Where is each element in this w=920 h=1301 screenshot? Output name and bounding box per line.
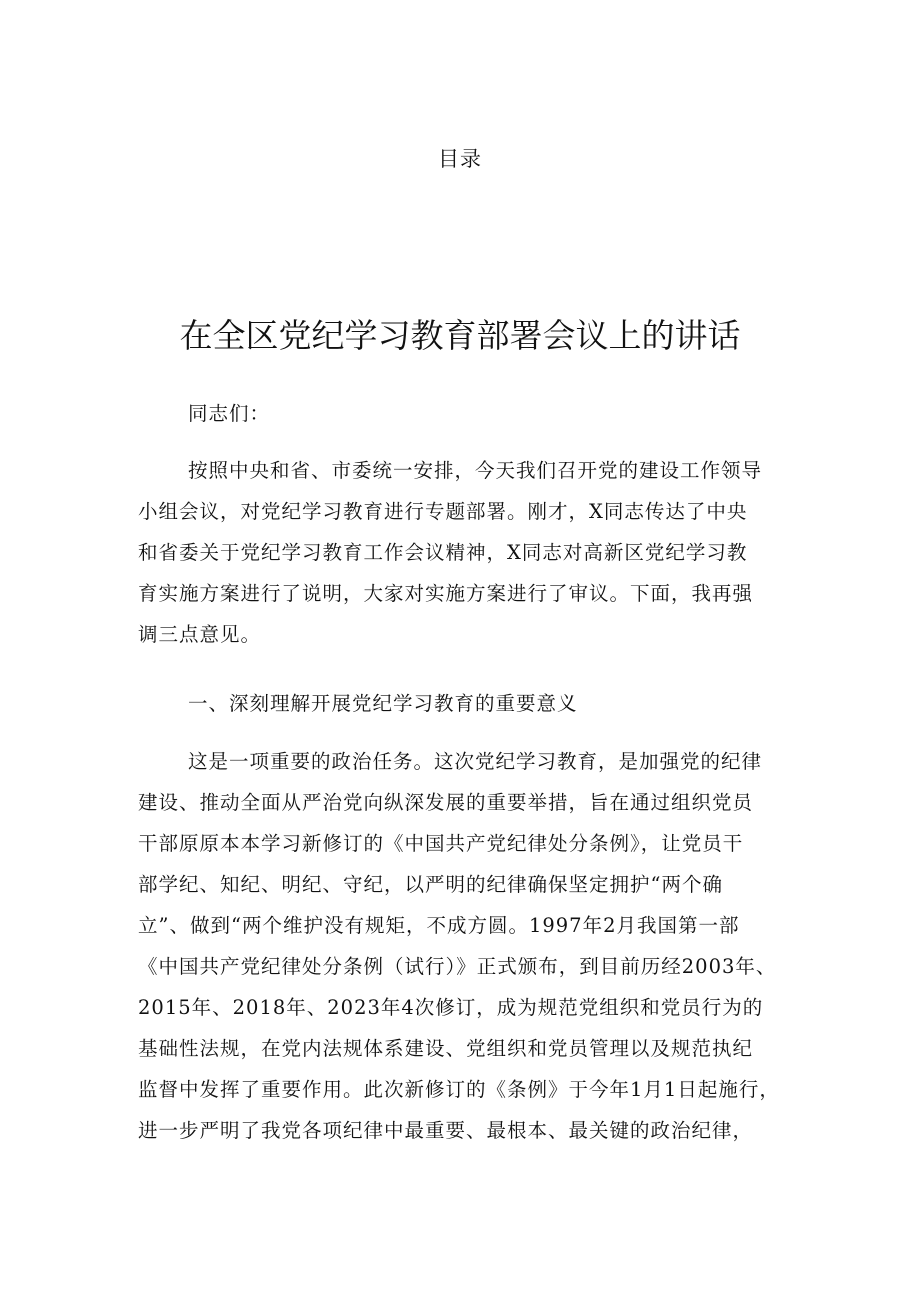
paragraph-line: 基础性法规，在党内法规体系建设、党组织和党员管理以及规范执纪 bbox=[138, 1037, 754, 1060]
paragraph-line: 按照中央和省、市委统一安排，今天我们召开党的建设工作领导 bbox=[188, 459, 763, 482]
paragraph-line: 和省委关于党纪学习教育工作会议精神，X同志对高新区党纪学习教 bbox=[138, 541, 748, 564]
paragraph-line: 进一步严明了我党各项纪律中最重要、最根本、最关键的政治纪律， bbox=[138, 1119, 754, 1142]
paragraph-line: 2015年、2018年、2023年4次修订，成为规范党组织和党员行为的 bbox=[138, 996, 764, 1019]
paragraph-line: 部学纪、知纪、明纪、守纪，以严明的纪律确保坚定拥护“两个确 bbox=[138, 873, 723, 896]
paragraph-line: 这是一项重要的政治任务。这次党纪学习教育，是加强党的纪律 bbox=[188, 750, 763, 773]
speech-title: 在全区党纪学习教育部署会议上的讲话 bbox=[179, 316, 741, 355]
paragraph-line: 干部原原本本学习新修订的《中国共产党纪律处分条例》，让党员干 bbox=[138, 832, 744, 855]
paragraph-line: 小组会议，对党纪学习教育进行专题部署。刚才，X同志传达了中央 bbox=[138, 500, 748, 523]
salutation: 同志们： bbox=[188, 402, 271, 425]
section-heading: 一、深刻理解开展党纪学习教育的重要意义 bbox=[188, 692, 578, 715]
paragraph-line: 育实施方案进行了说明，大家对实施方案进行了审议。下面，我再强 bbox=[138, 582, 754, 605]
paragraph-line: 立”、做到“两个维护没有规矩，不成方圆。1997年2月我国第一部 bbox=[138, 914, 740, 937]
paragraph-line: 调三点意见。 bbox=[138, 623, 262, 646]
toc-heading: 目录 bbox=[438, 147, 482, 171]
paragraph-line: 监督中发挥了重要作用。此次新修订的《条例》于今年1月1日起施行， bbox=[138, 1078, 780, 1101]
paragraph-line: 《中国共产党纪律处分条例（试行）》正式颁布，到目前历经2003年、 bbox=[138, 955, 777, 978]
paragraph-line: 建设、推动全面从严治党向纵深发展的重要举措，旨在通过组织党员 bbox=[138, 791, 754, 814]
